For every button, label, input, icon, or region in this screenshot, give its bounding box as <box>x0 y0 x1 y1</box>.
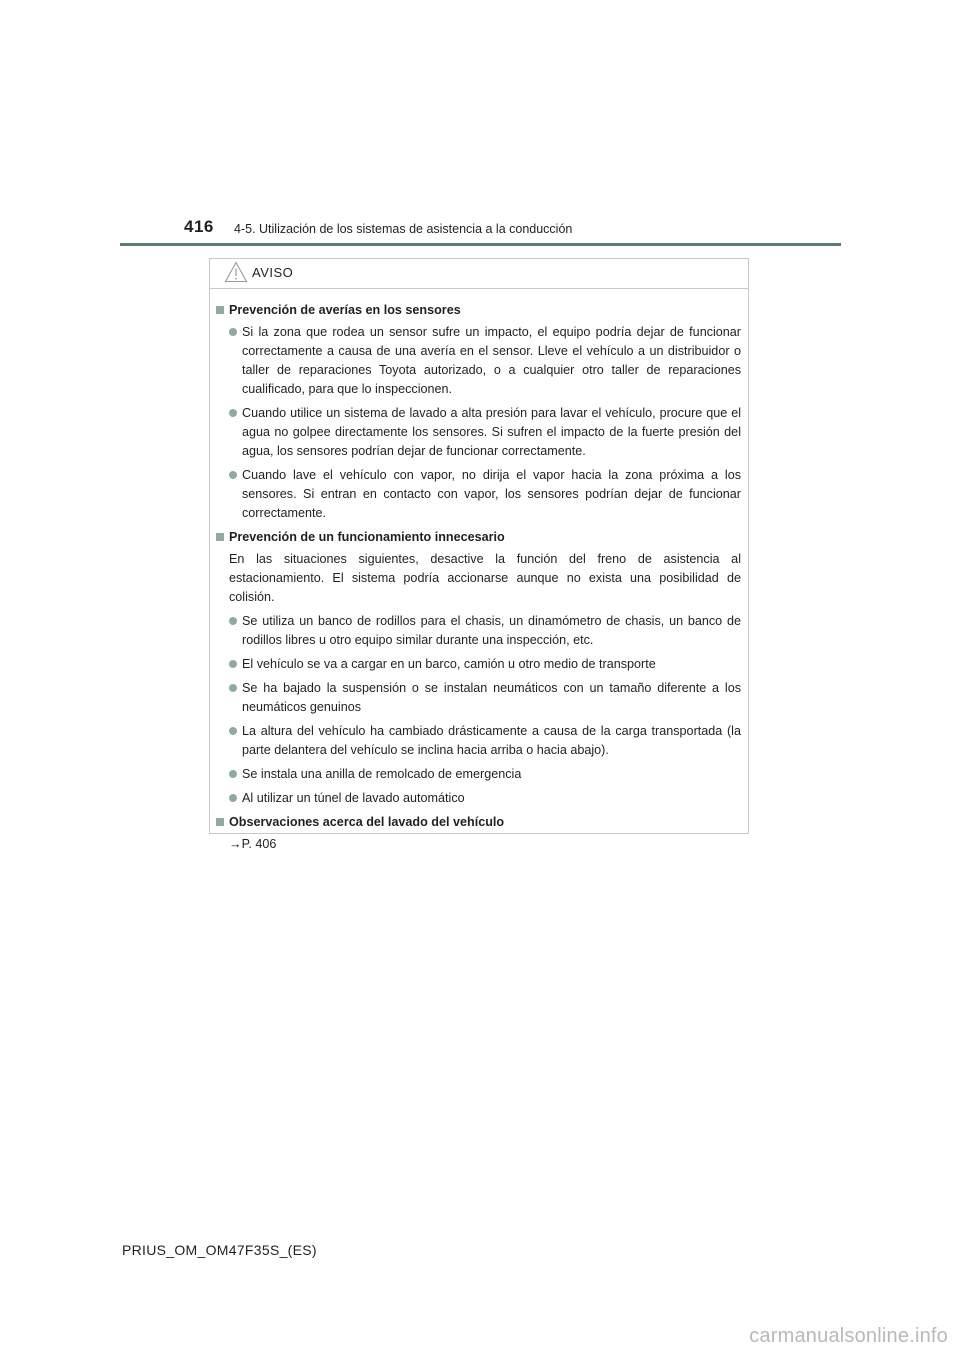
circle-bullet-icon <box>229 471 237 479</box>
square-bullet-icon <box>216 533 224 541</box>
list-item-text: La altura del vehículo ha cambiado drásticamente a causa de la carga transportada (la parte delantera del vehículo se inclina hacia arriba o hacia abajo). <box>242 724 741 757</box>
list-item <box>216 789 741 808</box>
square-bullet-icon <box>216 818 224 826</box>
list-item <box>216 404 741 461</box>
list-item-text: Si la zona que rodea un sensor sufre un impacto, el equipo podría dejar de funcionar correctamente a causa de una avería en el sensor. Lleve el vehículo a un distribuidor o taller de reparaciones Toyota autorizado, o a cualquier otro taller de reparaciones cualificado, para que lo inspeccionen. <box>242 325 741 396</box>
warning-header <box>210 259 748 289</box>
circle-bullet-icon <box>229 409 237 417</box>
document-code: PRIUS_OM_OM47F35S_(ES) <box>122 1242 317 1258</box>
square-bullet-icon <box>216 306 224 314</box>
page-reference-link[interactable]: →P. 406 <box>229 837 277 851</box>
watermark: carmanualsonline.info <box>749 1325 948 1347</box>
list-item-text: Se utiliza un banco de rodillos para el chasis, un dinamómetro de chasis, un banco de rodillos libres u otro equipo similar durante una inspección, etc. <box>242 614 741 647</box>
circle-bullet-icon <box>229 660 237 668</box>
warning-title: AVISO <box>252 265 294 280</box>
list-item <box>216 765 741 784</box>
section-intro: En las situaciones siguientes, desactive la función del freno de asistencia al estacionamiento. El sistema podría accionarse aunque no exista una posibilidad de colisión. <box>229 552 741 604</box>
list-item <box>216 655 741 674</box>
list-item-text: Cuando lave el vehículo con vapor, no dirija el vapor hacia la zona próxima a los sensores. Si entran en contacto con vapor, los sensores podrían dejar de funcionar correctamente. <box>242 468 741 520</box>
warning-triangle-icon <box>224 261 248 283</box>
section-heading-text: Prevención de un funcionamiento innecesario <box>229 530 505 544</box>
warning-box <box>209 258 749 851</box>
list-item-text: Se instala una anilla de remolcado de emergencia <box>242 767 522 781</box>
page-number: 416 <box>184 217 214 236</box>
circle-bullet-icon <box>229 794 237 802</box>
section-heading-text: Prevención de averías en los sensores <box>229 303 461 317</box>
section-heading <box>216 301 741 320</box>
header-rule <box>120 243 841 246</box>
list-item <box>216 466 741 523</box>
warning-body <box>210 289 748 854</box>
list-item <box>216 679 741 717</box>
circle-bullet-icon <box>229 684 237 692</box>
circle-bullet-icon <box>229 770 237 778</box>
section-title: 4-5. Utilización de los sistemas de asistencia a la conducción <box>234 222 573 236</box>
circle-bullet-icon <box>229 328 237 336</box>
list-item-text: Se ha bajado la suspensión o se instalan neumáticos con un tamaño diferente a los neumáticos genuinos <box>242 681 741 714</box>
section-heading <box>216 528 741 547</box>
list-item <box>216 612 741 650</box>
list-item <box>216 722 741 760</box>
circle-bullet-icon <box>229 617 237 625</box>
list-item <box>216 323 741 399</box>
list-item-text: Cuando utilice un sistema de lavado a alta presión para lavar el vehículo, procure que el agua no golpee directamente los sensores. Si sufren el impacto de la fuerte presión del agua, los sensores podrían dejar de funcionar correctamente. <box>242 406 741 458</box>
section-heading-text: Observaciones acerca del lavado del vehículo <box>229 815 505 829</box>
section-heading <box>216 813 741 832</box>
list-item-text: Al utilizar un túnel de lavado automático <box>242 791 465 805</box>
list-item-text: El vehículo se va a cargar en un barco, camión u otro medio de transporte <box>242 657 656 671</box>
circle-bullet-icon <box>229 727 237 735</box>
